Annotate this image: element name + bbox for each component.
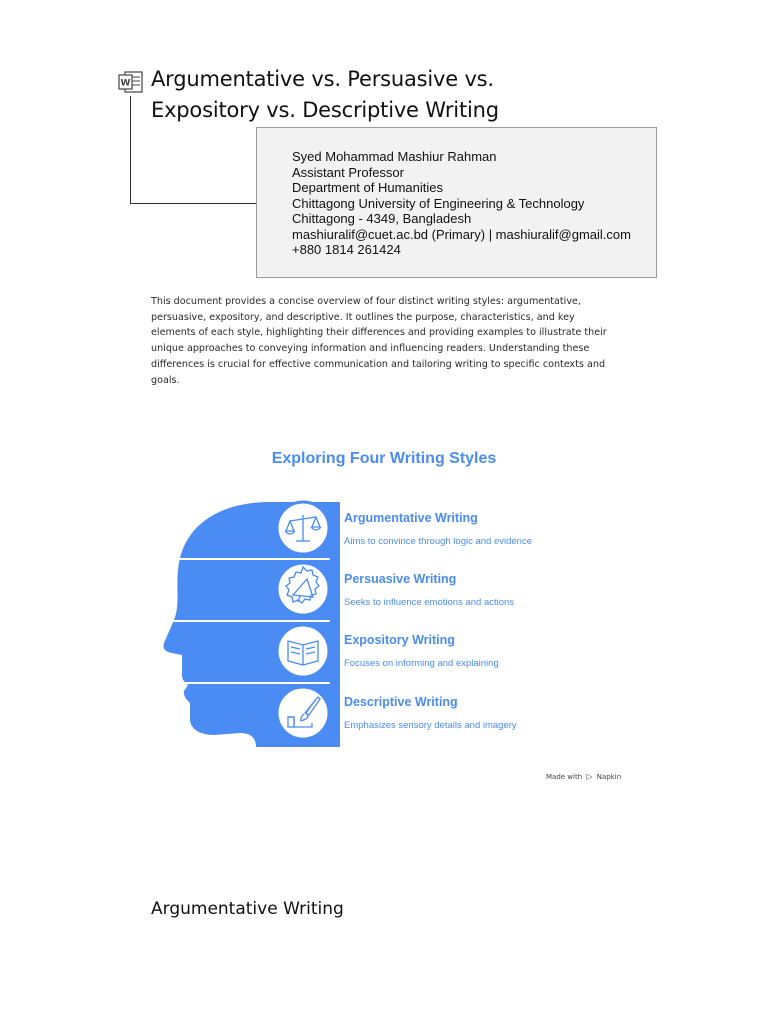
document-title-line-1: Argumentative vs. Persuasive vs.	[151, 67, 494, 91]
author-department: Department of Humanities	[292, 180, 444, 195]
infographic-title: Exploring Four Writing Styles	[271, 450, 497, 467]
head-silhouette-graphic	[160, 495, 340, 755]
connector-line-vertical	[130, 96, 131, 204]
writing-style-item-descriptive	[344, 695, 517, 731]
writing-style-title: Argumentative Writing	[344, 511, 478, 525]
document-title-line-2: Expository vs. Descriptive Writing	[151, 98, 499, 122]
writing-style-title: Persuasive Writing	[344, 572, 457, 586]
credit-prefix: Made with	[546, 773, 583, 781]
writing-style-item-expository	[344, 633, 499, 669]
connector-line-horizontal	[130, 203, 257, 204]
author-address: Chittagong - 4349, Bangladesh	[292, 211, 472, 226]
author-position: Assistant Professor	[292, 164, 404, 180]
writing-style-title: Descriptive Writing	[344, 695, 458, 709]
svg-text:W: W	[120, 78, 131, 89]
document-title	[151, 64, 499, 126]
writing-style-description: Seeks to influence emotions and actions	[344, 597, 515, 608]
author-name: Syed Mohammad Mashiur Rahman	[292, 149, 497, 164]
credit-brand: Napkin	[596, 773, 622, 781]
writing-style-description: Focuses on informing and explaining	[344, 658, 499, 669]
author-university: Chittagong University of Engineering & Technology	[292, 195, 585, 211]
napkin-logo-icon: ▷	[586, 772, 593, 781]
author-info-box	[256, 127, 657, 278]
made-with-credit	[546, 772, 621, 781]
section-heading: Argumentative Writing	[151, 899, 344, 919]
writing-style-description: Aims to convince through logic and evidence	[344, 536, 533, 547]
author-phone: +880 1814 261424	[292, 242, 401, 257]
author-email: mashiuralif@cuet.ac.bd (Primary) | mashiuralif@gmail.com	[292, 226, 631, 242]
writing-style-description: Emphasizes sensory details and imagery	[344, 720, 517, 731]
writing-style-title: Expository Writing	[344, 633, 455, 647]
writing-style-item-persuasive	[344, 572, 514, 608]
writing-style-item-argumentative	[344, 511, 532, 547]
document-summary: This document provides a concise overview of four distinct writing styles: argumentative, persuasive, expository, and descriptive. It outlines the purpose, characteristics, and key elements of each style, highlighting their differences and providing examples to illustrate their unique approaches to conveying information and influencing readers. Understanding these differences is crucial for effective communication and tailoring writing to specific contexts and goals.	[151, 296, 607, 386]
word-document-icon	[118, 71, 144, 93]
